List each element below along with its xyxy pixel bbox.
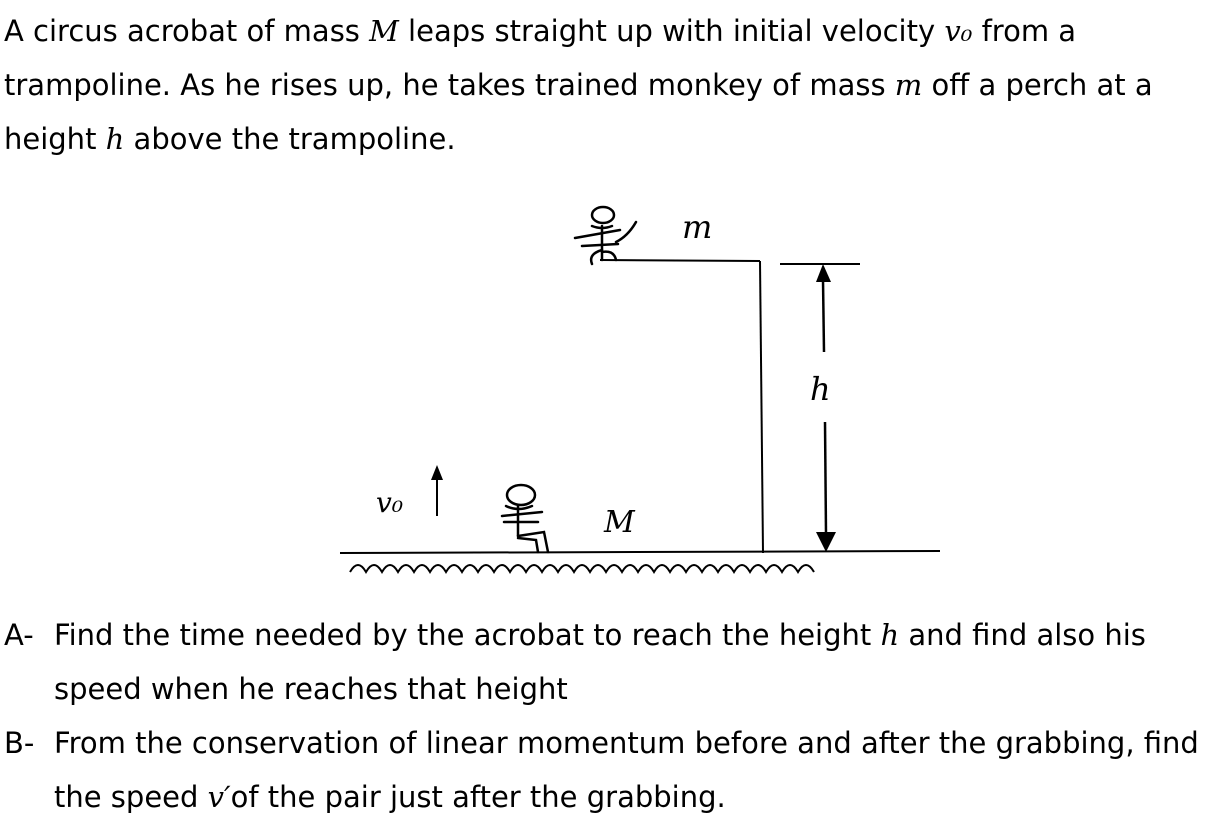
label-M: M (604, 505, 635, 540)
intro-text-2: leaps straight up with initial velocity (398, 14, 945, 48)
problem-statement (4, 4, 1209, 166)
question-b-text-2: of the pair just after the grabbing. (230, 780, 726, 814)
label-m: m (682, 208, 713, 246)
var-h: h (105, 122, 125, 156)
question-a-var-h: h (880, 618, 900, 652)
var-v0: v₀ (944, 14, 973, 48)
acrobat-figure (502, 485, 548, 552)
label-v0: v₀ (376, 486, 404, 519)
question-b-var-vprime: v′ (207, 780, 231, 814)
trampoline-springs (350, 565, 814, 572)
question-a-label: A- (4, 618, 34, 652)
question-a-text-2: and find also his speed when he reaches that height (54, 618, 1146, 706)
label-h: h (810, 370, 831, 408)
question-a-text (54, 608, 1209, 716)
height-arrow-down-line (825, 422, 826, 534)
question-b-label: B- (4, 726, 35, 760)
perch-top (600, 260, 760, 261)
velocity-arrow-head (431, 465, 443, 480)
question-b-text-1: From the conservation of linear momentum before and after the grabbing, find the speed (54, 726, 1199, 814)
acrobat-diagram (280, 160, 960, 600)
var-m: m (894, 68, 923, 102)
question-a-text-1: Find the time needed by the acrobat to reach the height (54, 618, 881, 652)
intro-text-5: above the trampoline. (124, 122, 456, 156)
intro-text-4: off a perch at a height (4, 68, 1153, 156)
question-a (4, 608, 1209, 716)
height-arrow-down-head (816, 532, 836, 552)
question-b-text (54, 716, 1209, 824)
trampoline-line (340, 551, 940, 553)
height-arrow-up-line (823, 280, 824, 352)
var-M: M (369, 14, 399, 48)
height-arrow-up-head (816, 264, 831, 282)
intro-text-1: A circus acrobat of mass (4, 14, 370, 48)
monkey-figure (575, 207, 636, 264)
perch-pole (760, 261, 763, 553)
intro-text-3: from a trampoline. As he rises up, he takes trained monkey of mass (4, 14, 1077, 102)
question-list (4, 608, 1209, 824)
question-b (4, 716, 1209, 824)
